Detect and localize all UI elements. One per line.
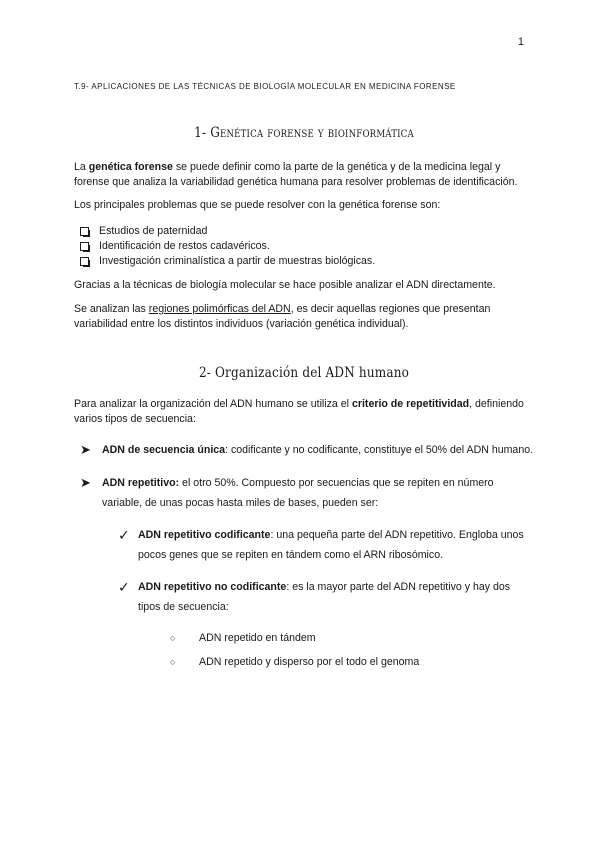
polymorphic-regions-paragraph: Se analizan las regiones polimórficas del ADN, es decir aquellas regiones que presentan variabilidad entre los distintos individuos (variación genética individual).	[74, 303, 491, 330]
circle-bullet-icon: ○	[170, 657, 176, 667]
running-header: T.9- APLICACIONES DE LAS TÉCNICAS DE BIOLOGÍA MOLECULAR EN MEDICINA FORENSE	[74, 82, 456, 91]
list-item: Estudios de paternidad	[80, 224, 534, 239]
polymorphic-regions-link[interactable]: regiones polimórficas del ADN	[148, 303, 291, 315]
bold-term: genética forense	[88, 161, 173, 173]
dna-analysis-paragraph: Gracias a la técnicas de biología molecular se hace posible analizar el ADN directamente.	[74, 279, 496, 291]
list-item: ○ ADN repetido en tándem	[170, 628, 534, 648]
page-number: 1	[517, 36, 524, 48]
problems-intro: Los principales problemas que se puede resolver con la genética forense son:	[74, 199, 441, 211]
checkbox-bullet-icon	[80, 256, 91, 267]
list-item: Investigación criminalística a partir de muestras biológicas.	[80, 254, 534, 269]
problems-list	[74, 224, 534, 269]
list-item: ○ ADN repetido y disperso por el todo el genoma	[170, 652, 534, 672]
list-item: ✓ ADN repetitivo no codificante: es la mayor parte del ADN repetitivo y hay dos tipos de secuencia:	[118, 577, 534, 617]
checkmark-bullet-icon: ✓	[118, 527, 130, 543]
section-2-title: 2- Organización del ADN humano	[198, 365, 410, 381]
section-1-title: 1- Genética forense y bioinformática	[194, 125, 414, 141]
list-item: ➤ ADN repetitivo: el otro 50%. Compuesto por secuencias que se repiten en número variable, de unas pocas hasta miles de bases, pueden ser:	[74, 473, 534, 513]
checkmark-bullet-icon: ✓	[118, 579, 130, 595]
organization-intro: Para analizar la organización del ADN humano se utiliza el criterio de repetitividad, definiendo varios tipos de secuencia:	[74, 398, 524, 425]
list-item: Identificación de restos cadavéricos.	[80, 239, 534, 254]
checkbox-bullet-icon	[80, 226, 91, 237]
circle-bullet-icon: ○	[170, 633, 176, 643]
document-body	[74, 126, 534, 672]
arrow-bullet-icon: ➤	[80, 442, 91, 457]
list-item: ✓ ADN repetitivo codificante: una pequeña parte del ADN repetitivo. Engloba unos pocos genes que se repiten en tándem como el ARN ribosómico.	[118, 525, 534, 565]
list-item: ➤ ADN de secuencia única: codificante y no codificante, constituye el 50% del ADN humano.	[74, 440, 534, 460]
genetica-forense-definition: La genética forense se puede definir como la parte de la genética y de la medicina legal y forense que analiza la variabilidad genética humana para resolver problemas de identificación.	[74, 161, 518, 188]
checkbox-bullet-icon	[80, 241, 91, 252]
sequence-types-list	[170, 628, 534, 672]
arrow-bullet-icon: ➤	[80, 475, 91, 490]
